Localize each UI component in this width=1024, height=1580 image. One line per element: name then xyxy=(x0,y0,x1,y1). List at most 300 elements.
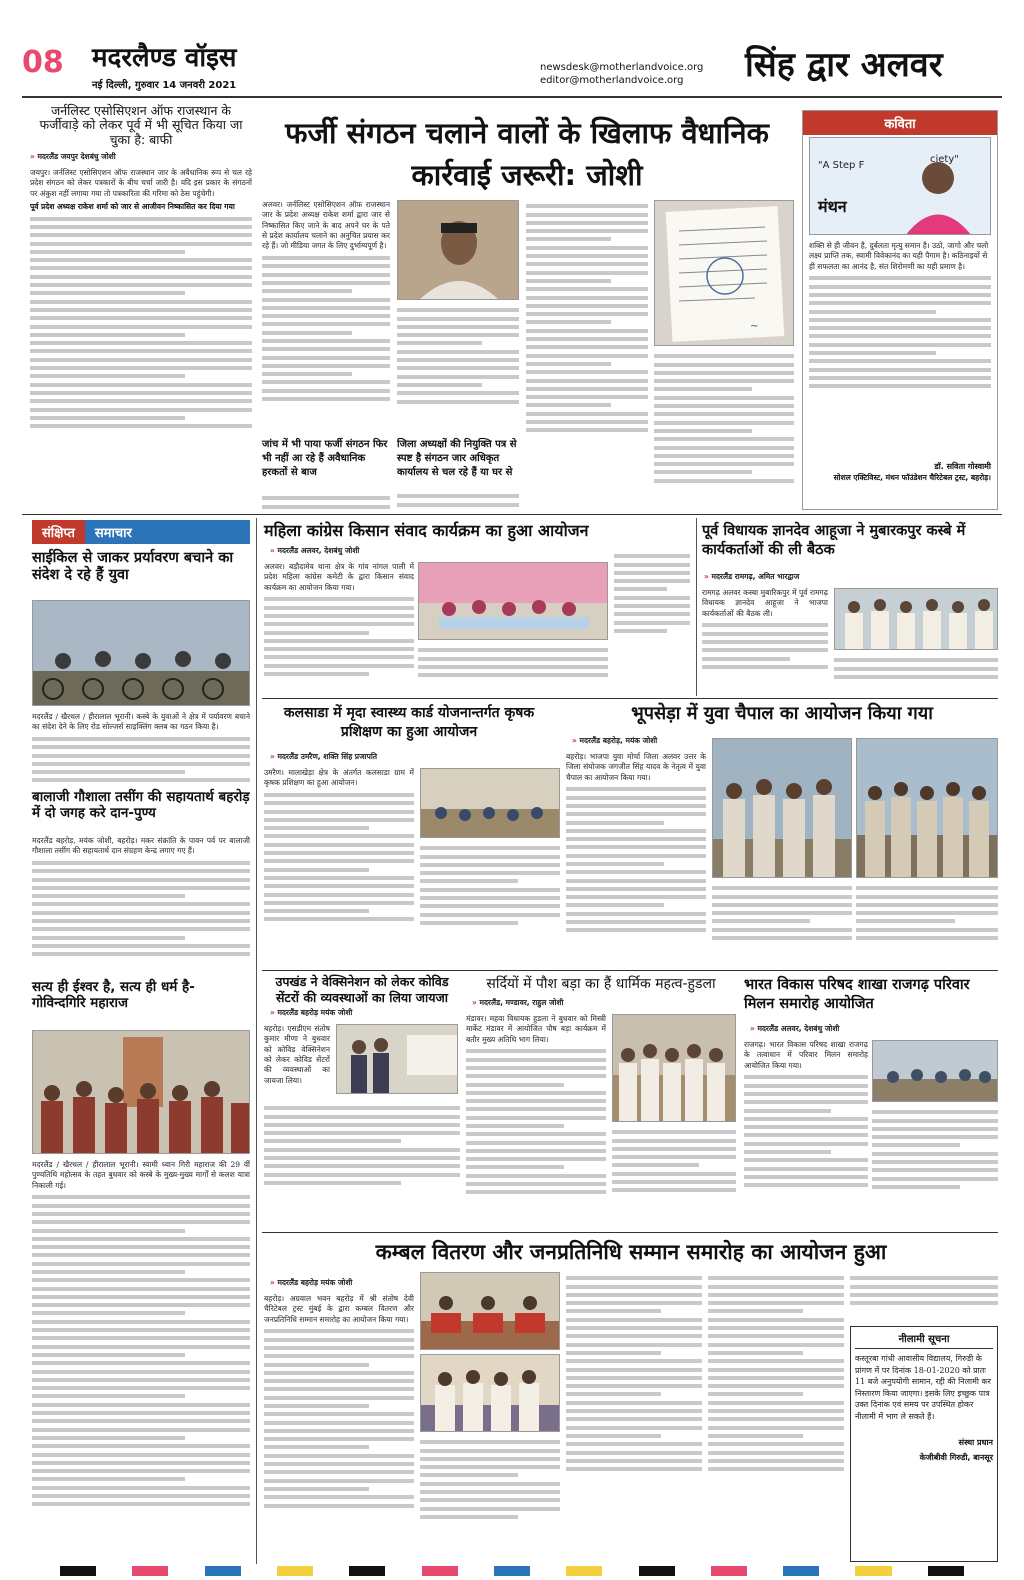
text-line xyxy=(262,380,390,384)
ahuja-col-2 xyxy=(834,654,998,692)
filler-text xyxy=(702,623,828,668)
text-line xyxy=(712,886,852,890)
text-line xyxy=(566,1459,702,1463)
text-line xyxy=(420,863,560,867)
text-line xyxy=(264,664,414,668)
text-line xyxy=(712,895,852,899)
lead-quote-2: जिला अध्यक्षों की नियुक्ति पत्र से स्पष्ट है संगठन जार अधिकृत कार्यालय से चल रहे हैं या घर से xyxy=(397,439,517,478)
filler-text xyxy=(614,554,690,633)
text-line xyxy=(834,658,998,662)
text-line xyxy=(264,1495,414,1499)
text-line xyxy=(856,936,998,940)
text-line xyxy=(526,379,648,383)
text-line xyxy=(262,397,390,401)
youth-group-icon xyxy=(713,739,852,878)
text-line xyxy=(566,821,664,825)
text-line xyxy=(262,389,390,393)
text-line xyxy=(708,1434,803,1438)
text-line xyxy=(262,264,390,268)
text-line xyxy=(420,1457,560,1461)
text-line xyxy=(654,446,794,450)
kambal-col-5 xyxy=(850,1272,998,1320)
filler-text xyxy=(420,1440,560,1519)
text-line xyxy=(566,1368,702,1372)
text-line xyxy=(420,1440,560,1444)
kambal-photo-2 xyxy=(420,1354,560,1432)
filler-text xyxy=(856,886,998,940)
divider-bottom xyxy=(262,1232,998,1233)
meeting-icon xyxy=(419,563,608,640)
text-line xyxy=(566,1309,661,1313)
pausbada-headline: सर्दियों में पौश बड़ा का हैं धार्मिक महत्व-हुडला xyxy=(486,976,716,992)
text-line xyxy=(702,665,828,669)
text-line xyxy=(708,1359,844,1363)
text-line xyxy=(566,804,706,808)
text-line xyxy=(744,1142,868,1146)
text-line xyxy=(526,221,648,225)
column-divider xyxy=(696,518,697,696)
text-line xyxy=(566,1301,702,1305)
text-line xyxy=(264,893,414,897)
text-line xyxy=(809,359,991,363)
text-line xyxy=(566,796,706,800)
text-line xyxy=(708,1276,844,1280)
text-line xyxy=(397,317,519,321)
text-line xyxy=(397,503,519,507)
filler-text xyxy=(397,308,519,403)
text-line xyxy=(397,383,482,387)
text-line xyxy=(744,1092,868,1096)
text-line xyxy=(420,1482,560,1486)
crowd-icon xyxy=(857,739,998,878)
text-line xyxy=(566,879,706,883)
text-line xyxy=(264,1454,414,1458)
text-line xyxy=(418,648,608,652)
text-line xyxy=(872,1152,998,1156)
auction-sign-1: संस्था प्रधान xyxy=(958,1437,993,1447)
filler-text xyxy=(712,886,852,940)
poem-photo xyxy=(809,137,991,235)
text-line xyxy=(744,1175,868,1179)
date-line: नई दिल्ली, गुरुवार 14 जनवरी 2021 xyxy=(92,80,237,91)
text-line xyxy=(264,851,414,855)
text-line xyxy=(30,383,252,387)
text-line xyxy=(32,1311,185,1315)
text-line xyxy=(32,1486,250,1490)
gaushala-headline: बालाजी गौशाला तसींग की सहायतार्थ बहरोड़ में दो जगह करे दान-पुण्य xyxy=(32,789,250,821)
text-line xyxy=(466,1058,606,1062)
text-line xyxy=(32,1212,250,1216)
text-line xyxy=(262,496,390,500)
text-line xyxy=(32,1378,250,1382)
text-line xyxy=(566,1376,702,1380)
text-line xyxy=(466,1107,606,1111)
text-line xyxy=(708,1401,844,1405)
text-line xyxy=(614,596,690,600)
text-line xyxy=(809,285,991,289)
text-line xyxy=(850,1276,998,1280)
text-line xyxy=(566,1285,702,1289)
text-line xyxy=(526,412,648,416)
text-line xyxy=(264,1131,460,1135)
filler-text xyxy=(262,256,390,401)
text-line xyxy=(30,374,185,378)
text-line xyxy=(32,1386,250,1390)
text-line xyxy=(466,1149,606,1153)
text-line xyxy=(872,1110,998,1114)
text-line xyxy=(420,855,560,859)
text-line xyxy=(526,213,648,217)
text-line xyxy=(264,1371,414,1375)
text-line xyxy=(744,1100,868,1104)
lead-headline: फर्जी संगठन चलाने वालों के खिलाफ वैधानिक कार्रवाई जरूरी: जोशी xyxy=(285,116,769,193)
text-line xyxy=(850,1301,998,1305)
text-line xyxy=(32,762,250,766)
text-line xyxy=(420,896,560,900)
text-line xyxy=(32,1461,250,1465)
text-line xyxy=(872,1160,998,1164)
text-line xyxy=(397,400,519,404)
text-line xyxy=(566,787,706,791)
lead-document-photo xyxy=(654,200,794,346)
text-line xyxy=(872,1135,998,1139)
cycle-headline: साईकिल से जाकर प्रर्यावरण बचाने का संदेश दे रहे हैं युवा xyxy=(32,550,234,583)
bhupsera-col-3 xyxy=(856,882,998,964)
text-line xyxy=(420,871,560,875)
text-line xyxy=(264,1106,460,1110)
text-line xyxy=(397,358,519,362)
brief-label-1: संक्षिप्त xyxy=(32,520,85,544)
text-line xyxy=(466,1190,606,1194)
text-line xyxy=(466,1083,564,1087)
text-line xyxy=(264,1504,414,1508)
filler-text xyxy=(264,1106,460,1185)
text-line xyxy=(712,936,852,940)
text-line xyxy=(264,1404,369,1408)
bharat-col-1 xyxy=(744,1040,868,1226)
text-line xyxy=(32,886,250,890)
text-line xyxy=(654,412,794,416)
text-line xyxy=(654,470,752,474)
lead-col-1-bottom xyxy=(262,492,390,510)
clinic-visit-icon xyxy=(337,1025,458,1094)
filler-text xyxy=(30,217,252,428)
text-line xyxy=(32,737,250,741)
text-line xyxy=(420,1507,560,1511)
text-line xyxy=(654,479,794,483)
filler-text xyxy=(32,861,250,956)
satya-photo xyxy=(32,1030,250,1154)
text-line xyxy=(262,339,390,343)
text-line xyxy=(264,1487,369,1491)
text-line xyxy=(30,291,185,295)
text-line xyxy=(264,1363,369,1367)
mahila-body: अलवर। बड़ौदामेव थाना क्षेत्र के गांव नांगल पाली में प्रदेश महिला कांग्रेस कमेटी के द्वारा किसान संवाद कार्यक्रम का आयोजन किया गया। xyxy=(264,562,414,592)
text-line xyxy=(32,1419,250,1423)
text-line xyxy=(264,1173,460,1177)
kalsada-byline: » मदरलैंड उमरैण, शक्ति सिंह प्रजापति xyxy=(270,752,377,762)
text-line xyxy=(32,1361,250,1365)
text-line xyxy=(856,903,998,907)
lead-col-1 xyxy=(262,200,390,462)
poem-text: शक्ति से ही जीवन है, दुर्बलता मृत्यु समान है। उठो, जागो और चलो लक्ष्य प्राप्ति तक, स्वामी विवेकानंद का यही पैगाम है। कठिनाइयों से ही सफलता का आनंद है, संत शिरोमणी का यही प्रमाण है। xyxy=(809,241,989,271)
text-line xyxy=(32,927,250,931)
text-line xyxy=(872,1185,960,1189)
text-line xyxy=(32,1229,185,1233)
text-line xyxy=(850,1293,998,1297)
text-line xyxy=(264,826,369,830)
text-line xyxy=(32,1245,250,1249)
text-line xyxy=(264,647,414,651)
text-line xyxy=(30,300,252,304)
divider-lower xyxy=(262,970,998,971)
text-line xyxy=(526,237,611,241)
text-line xyxy=(466,1116,606,1120)
text-line xyxy=(566,903,664,907)
filler-text xyxy=(834,658,998,679)
text-line xyxy=(744,1133,868,1137)
text-line xyxy=(654,421,794,425)
email-editor[interactable]: editor@motherlandvoice.org xyxy=(540,75,684,86)
text-line xyxy=(264,655,414,659)
text-line xyxy=(262,356,390,360)
text-line xyxy=(420,1498,560,1502)
lead-col-4 xyxy=(654,350,794,510)
text-line xyxy=(30,408,252,412)
text-line xyxy=(654,371,794,375)
text-line xyxy=(32,894,185,898)
filler-text xyxy=(526,204,648,432)
mahila-col-2 xyxy=(418,644,608,692)
text-line xyxy=(744,1117,868,1121)
kambal-col-3 xyxy=(566,1272,702,1562)
text-line xyxy=(566,920,706,924)
text-line xyxy=(264,834,414,838)
text-line xyxy=(32,770,185,774)
text-line xyxy=(566,837,706,841)
text-line xyxy=(30,333,185,337)
text-line xyxy=(612,1188,736,1192)
text-line xyxy=(708,1442,844,1446)
text-line xyxy=(566,1334,702,1338)
text-line xyxy=(32,1353,185,1357)
text-line xyxy=(30,275,252,279)
text-line xyxy=(264,672,369,676)
text-line xyxy=(809,310,936,314)
text-line xyxy=(850,1285,998,1289)
text-line xyxy=(466,1091,606,1095)
text-line xyxy=(872,1177,998,1181)
filler-text xyxy=(850,1276,998,1305)
text-line xyxy=(264,1421,414,1425)
text-line xyxy=(32,1278,250,1282)
text-line xyxy=(32,944,250,948)
text-line xyxy=(264,876,414,880)
text-line xyxy=(264,917,414,921)
kalsada-col-1 xyxy=(264,768,414,964)
text-line xyxy=(466,1124,564,1128)
text-line xyxy=(32,1303,250,1307)
text-line xyxy=(856,895,998,899)
kalsada-col-2 xyxy=(420,842,560,964)
text-line xyxy=(526,246,648,250)
text-line xyxy=(420,1449,560,1453)
poem-author: डॉ. सविता गोस्वामी xyxy=(934,462,991,471)
text-line xyxy=(420,1515,518,1519)
text-line xyxy=(654,429,752,433)
email-newsdesk[interactable]: newsdesk@motherlandvoice.org xyxy=(540,62,704,73)
text-line xyxy=(264,1139,401,1143)
text-line xyxy=(526,403,611,407)
text-line xyxy=(744,1109,831,1113)
vaccine-body: बहरोड़। एसडीएम संतोष कुमार मीणा ने बुधवार को कोविड वेक्सिनेशन को लेकर कोविड सेंटरों की व्यवस्थाओं का जायजा लिया। xyxy=(264,1024,330,1085)
text-line xyxy=(809,334,991,338)
cycle-photo xyxy=(32,600,250,706)
text-line xyxy=(32,1270,185,1274)
bharat-byline: » मदरलैंड अलवर, देशबंधु जोशी xyxy=(750,1024,839,1034)
text-line xyxy=(566,1343,702,1347)
text-line xyxy=(466,1174,606,1178)
text-line xyxy=(566,1426,702,1430)
document-icon xyxy=(655,201,794,346)
text-line xyxy=(420,879,518,883)
text-line xyxy=(397,494,519,498)
text-line xyxy=(566,862,664,866)
text-line xyxy=(264,1354,414,1358)
text-line xyxy=(264,1329,414,1333)
column-divider xyxy=(256,518,257,1564)
kambal-body: बहरोड़। अग्रवाल भवन बहरोड़ में श्री संतोष देवी चैरिटेबल ट्रस्ट मुंबई के द्वारा कम्बल वितरण और जनप्रतिनिधि सम्मान समारोह का आयोजन किया गया। xyxy=(264,1294,414,1324)
text-line xyxy=(466,1157,606,1161)
text-line xyxy=(262,281,390,285)
mahila-col-3 xyxy=(614,550,690,692)
text-line xyxy=(566,1392,661,1396)
pausbada-photo xyxy=(612,1014,736,1122)
text-line xyxy=(262,289,352,293)
text-line xyxy=(708,1459,844,1463)
filler-text xyxy=(708,1276,844,1471)
blanket-distribution-icon xyxy=(421,1273,560,1350)
text-line xyxy=(708,1426,844,1430)
text-line xyxy=(744,1167,868,1171)
lead-col-2 xyxy=(397,304,519,436)
text-line xyxy=(614,563,690,567)
text-line xyxy=(809,368,991,372)
text-line xyxy=(32,1220,250,1224)
text-line xyxy=(466,1182,606,1186)
text-line xyxy=(264,1338,414,1342)
cyclists-icon xyxy=(33,601,250,706)
text-line xyxy=(614,621,690,625)
text-line xyxy=(397,375,519,379)
text-line xyxy=(264,1462,414,1466)
text-line xyxy=(264,1115,460,1119)
text-line xyxy=(264,901,414,905)
text-line xyxy=(809,351,936,355)
text-line xyxy=(420,1465,560,1469)
text-line xyxy=(809,376,991,380)
text-line xyxy=(566,1451,702,1455)
text-line xyxy=(712,911,852,915)
text-line xyxy=(264,606,414,610)
pausbada-col-2 xyxy=(612,1126,736,1226)
text-line xyxy=(420,1490,560,1494)
mahila-byline: » मदरलैंड अलवर, देशबंधु जोशी xyxy=(270,546,359,556)
text-line xyxy=(708,1301,844,1305)
text-line xyxy=(566,1417,702,1421)
text-line xyxy=(526,329,648,333)
filler-text xyxy=(809,276,991,388)
ahuja-headline: पूर्व विधायक ज्ञानदेव आहूजा ने मुबारकपुर कस्बे में कार्यकर्ताओं की ली बैठक xyxy=(702,523,966,558)
text-line xyxy=(30,308,252,312)
text-line xyxy=(262,322,390,326)
gathering-icon xyxy=(613,1015,736,1122)
text-line xyxy=(566,1351,661,1355)
filler-text xyxy=(872,1110,998,1189)
pausbada-col-1 xyxy=(466,1014,606,1226)
text-line xyxy=(262,256,390,260)
gaushala-body-text: मदरलैंड बहरोड़, मयंक जोशी, बहरोड़। मकर संक्रांति के पावन पर्व पर बालाजी गौशाला तसींग की सहायतार्थ दान संग्रहण केन्द्र लगाए गए हैं। xyxy=(32,836,250,856)
kalsada-photo xyxy=(420,768,560,838)
text-line xyxy=(614,629,667,633)
text-line xyxy=(264,859,414,863)
text-line xyxy=(30,399,252,403)
kambal-byline: » मदरलैंड बहरोड़ मयंक जोशी xyxy=(270,1278,352,1288)
text-line xyxy=(744,1158,868,1162)
vaccine-col-2 xyxy=(264,1102,460,1226)
text-line xyxy=(708,1309,803,1313)
text-line xyxy=(708,1451,844,1455)
lead-portrait-photo xyxy=(397,200,519,300)
text-line xyxy=(420,904,560,908)
text-line xyxy=(708,1285,844,1289)
text-line xyxy=(654,387,752,391)
filler-text xyxy=(466,1049,606,1194)
poem-box xyxy=(802,110,998,510)
text-line xyxy=(264,884,414,888)
text-line xyxy=(712,919,810,923)
text-line xyxy=(708,1334,844,1338)
text-line xyxy=(566,829,706,833)
kambal-photo-1 xyxy=(420,1272,560,1350)
text-line xyxy=(809,384,991,388)
lead-body: अलवर। जर्नलिस्ट एसोसिएशन ऑफ राजस्थान जार के प्रदेश अध्यक्ष राकेश शर्मा द्वारा जार से निष्कासित किए जाने के बाद अपने घर के पते से प्रदेश कार्यालय चलाने का अनुचित प्रयास कर रहे हैं। जो मीडिया जगत के लिए दुर्भाग्यपूर्ण है। xyxy=(262,200,390,251)
text-line xyxy=(32,1328,250,1332)
text-line xyxy=(30,283,252,287)
text-line xyxy=(30,217,252,221)
text-line xyxy=(809,293,991,297)
filler-text xyxy=(612,1130,736,1192)
divider-mid xyxy=(262,698,998,699)
text-line xyxy=(708,1368,844,1372)
filler-text xyxy=(264,793,414,921)
text-line xyxy=(526,204,648,208)
group-meeting-icon xyxy=(835,589,998,650)
text-line xyxy=(420,913,560,917)
auction-sign-2: केजीबीवी गिरुडी, बानसूर xyxy=(919,1452,993,1462)
filler-text xyxy=(566,787,706,932)
text-line xyxy=(32,1444,250,1448)
text-line xyxy=(526,296,648,300)
text-line xyxy=(526,362,611,366)
text-line xyxy=(612,1163,699,1167)
text-line xyxy=(397,308,519,312)
text-line xyxy=(264,1429,414,1433)
pausbada-byline: » मदरलैंड, मण्डावर, राहुल जोशी xyxy=(472,998,564,1008)
text-line xyxy=(614,571,690,575)
text-line xyxy=(32,1336,250,1340)
text-line xyxy=(264,793,414,797)
